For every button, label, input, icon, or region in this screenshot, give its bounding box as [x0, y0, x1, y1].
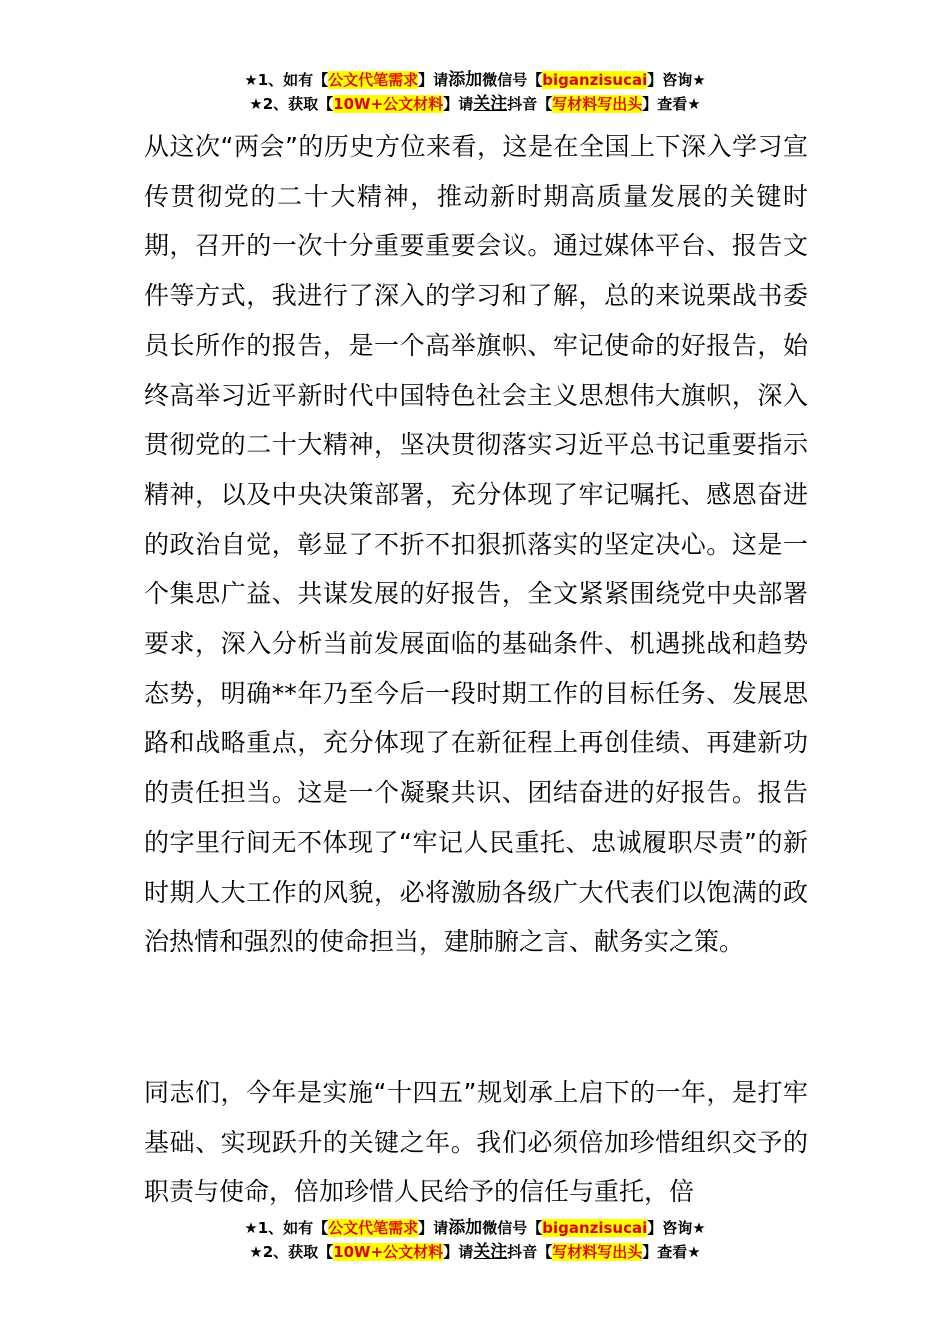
banner-text: 】请: [418, 1219, 449, 1237]
emphasis-text: 关注: [473, 1242, 508, 1262]
banner-text: ★2、获取【: [249, 95, 334, 113]
banner-text: 】查看★: [642, 1243, 701, 1261]
banner-text: ★1、如有【: [244, 1219, 329, 1237]
banner-text: 】请: [418, 71, 449, 89]
banner-line-1: [0, 1216, 950, 1240]
header-banner: [0, 68, 950, 116]
highlight-text: 公文代笔需求: [328, 71, 419, 89]
highlight-text: biganzisucai: [542, 1219, 648, 1237]
highlight-text: 写材料写出头: [552, 1243, 643, 1261]
highlight-text: 公文代笔需求: [328, 1219, 419, 1237]
banner-text: 抖音【: [507, 95, 553, 113]
banner-text: 】查看★: [642, 95, 701, 113]
banner-line-2: [0, 92, 950, 116]
banner-line-2: [0, 1240, 950, 1264]
body-paragraph-2: 同志们，今年是实施“十四五”规划承上启下的一年，是打牢基础、实现跃升的关键之年。我们必须倍加珍惜组织交予的职责与使命，倍加珍惜人民给予的信任与重托，倍: [144, 1078, 808, 1207]
banner-text: 抖音【: [507, 1243, 553, 1261]
banner-line-1: [0, 68, 950, 92]
banner-text: 】咨询★: [647, 1219, 706, 1237]
banner-text: 微信号【: [482, 1219, 543, 1237]
banner-text: 】咨询★: [647, 71, 706, 89]
body-paragraph-1: 从这次“两会”的历史方位来看，这是在全国上下深入学习宣传贯彻党的二十大精神，推动新时期高质量发展的关键时期，召开的一次十分重要重要会议。通过媒体平台、报告文件等方式，我进行了深入的学习和了解，总的来说栗战书委员长所作的报告，是一个高举旗帜、牢记使命的好报告，始终高举习近平新时代中国特色社会主义思想伟大旗帜，深入贯彻党的二十大精神，坚决贯彻落实习近平总书记重要指示精神，以及中央决策部署，充分体现了牢记嘱托、感恩奋进的政治自觉，彰显了不折不扣狠抓落实的坚定决心。这是一个集思广益、共谋发展的好报告，全文紧紧围绕党中央部署要求，深入分析当前发展面临的基础条件、机遇挑战和趋势态势，明确**年乃至今后一段时期工作的目标任务、发展思路和战略重点，充分体现了在新征程上再创佳绩、再建新功的责任担当。这是一个凝聚共识、团结奋进的好报告。报告的字里行间无不体现了“牢记人民重托、忠诚履职尽责”的新时期人大工作的风貌，必将激励各级广大代表们以饱满的政治热情和强烈的使命担当，建肺腑之言、献务实之策。: [144, 132, 808, 957]
banner-text: ★2、获取【: [249, 1243, 334, 1261]
highlight-text: 10W+公文材料: [333, 95, 444, 113]
emphasis-text: 关注: [473, 94, 508, 114]
highlight-text: 写材料写出头: [552, 95, 643, 113]
emphasis-text: 添加: [448, 1218, 483, 1238]
highlight-text: biganzisucai: [542, 71, 648, 89]
banner-text: 】请: [443, 1243, 474, 1261]
banner-text: ★1、如有【: [244, 71, 329, 89]
banner-text: 】请: [443, 95, 474, 113]
banner-text: 微信号【: [482, 71, 543, 89]
footer-banner: [0, 1216, 950, 1264]
highlight-text: 10W+公文材料: [333, 1243, 444, 1261]
emphasis-text: 添加: [448, 70, 483, 90]
